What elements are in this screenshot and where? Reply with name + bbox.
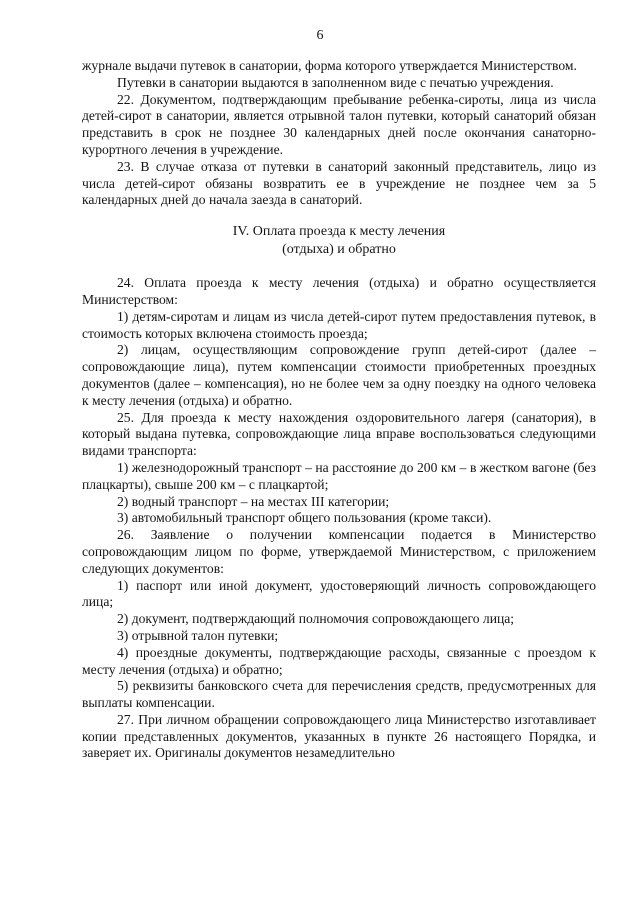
page-number: 6 — [316, 28, 324, 43]
section-heading — [82, 223, 596, 259]
paragraph: 1) детям-сиротам и лицам из числа детей-сирот путем предоставления путевок, в стоимость которых включена стоимость проезда; — [82, 308, 596, 341]
paragraphs-top — [82, 58, 596, 209]
paragraph: 26. Заявление о получении компенсации подается в Министерство сопровождающим лицом по форме, утверждаемой Министерством, с приложением следующих документов: — [82, 527, 596, 576]
section-heading-line-2: (отдыха) и обратно — [282, 242, 396, 258]
paragraphs-bottom — [82, 275, 596, 762]
paragraph: журнале выдачи путевок в санатории, форма которого утверждается Министерством. — [82, 58, 577, 73]
paragraph: 2) водный транспорт – на местах III категории; — [117, 493, 390, 509]
paragraph: Путевки в санатории выдаются в заполненном виде с печатью учреждения. — [117, 74, 554, 90]
paragraph: 4) проездные документы, подтверждающие расходы, связанные с проездом к месту лечения (отдыха) и обратно; — [82, 644, 596, 677]
paragraph: 3) автомобильный транспорт общего пользования (кроме такси). — [117, 510, 492, 526]
document-body — [82, 58, 596, 762]
paragraph: 5) реквизиты банковского счета для перечисления средств, предусмотренных для выплаты компенсации. — [82, 678, 596, 711]
paragraph: 2) документ, подтверждающий полномочия сопровождающего лица; — [117, 611, 515, 627]
paragraph: 25. Для проезда к месту нахождения оздоровительного лагеря (санатория), в который выдана путевка, сопровождающие лица вправе воспользоваться следующими видами транспорта: — [82, 409, 596, 459]
paragraph: 1) железнодорожный транспорт – на расстояние до 200 км – в жестком вагоне (без плацкарты), свыше 200 км – с плацкартой; — [82, 459, 596, 492]
paragraph: 23. В случае отказа от путевки в санаторий законный представитель, лицо из числа детей-сирот обязаны возвратить ее в учреждение не позднее чем за 5 календарных дней до начала заезда в санаторий. — [82, 158, 596, 208]
paragraph: 3) отрывной талон путевки; — [117, 627, 279, 643]
paragraph: 24. Оплата проезда к месту лечения (отдыха) и обратно осуществляется Министерством: — [82, 275, 596, 307]
paragraph: 2) лицам, осуществляющим сопровождение групп детей-сирот (далее – сопровождающие лица), путем компенсации стоимости приобретенных проездных документов (далее – компенсация), но не более чем за одну поездку на одного человека к месту лечения (отдыха) и обратно. — [82, 342, 596, 408]
paragraph: 22. Документом, подтверждающим пребывание ребенка-сироты, лица из числа детей-сирот в санатории, является отрывной талон путевки, который санаторий обязан представить в срок не позднее 30 календарных дней после окончания санаторно-курортного лечения в учреждение. — [82, 91, 596, 157]
paragraph: 27. При личном обращении сопровождающего лица Министерство изготавливает копии представленных документов, указанных в пункте 26 настоящего Порядка, и заверяет их. Оригиналы документов незамедлительно — [82, 711, 596, 761]
paragraph: 1) паспорт или иной документ, удостоверяющий личность сопровождающего лица; — [82, 577, 596, 610]
section-heading-line-1: IV. Оплата проезда к месту лечения — [232, 224, 446, 240]
